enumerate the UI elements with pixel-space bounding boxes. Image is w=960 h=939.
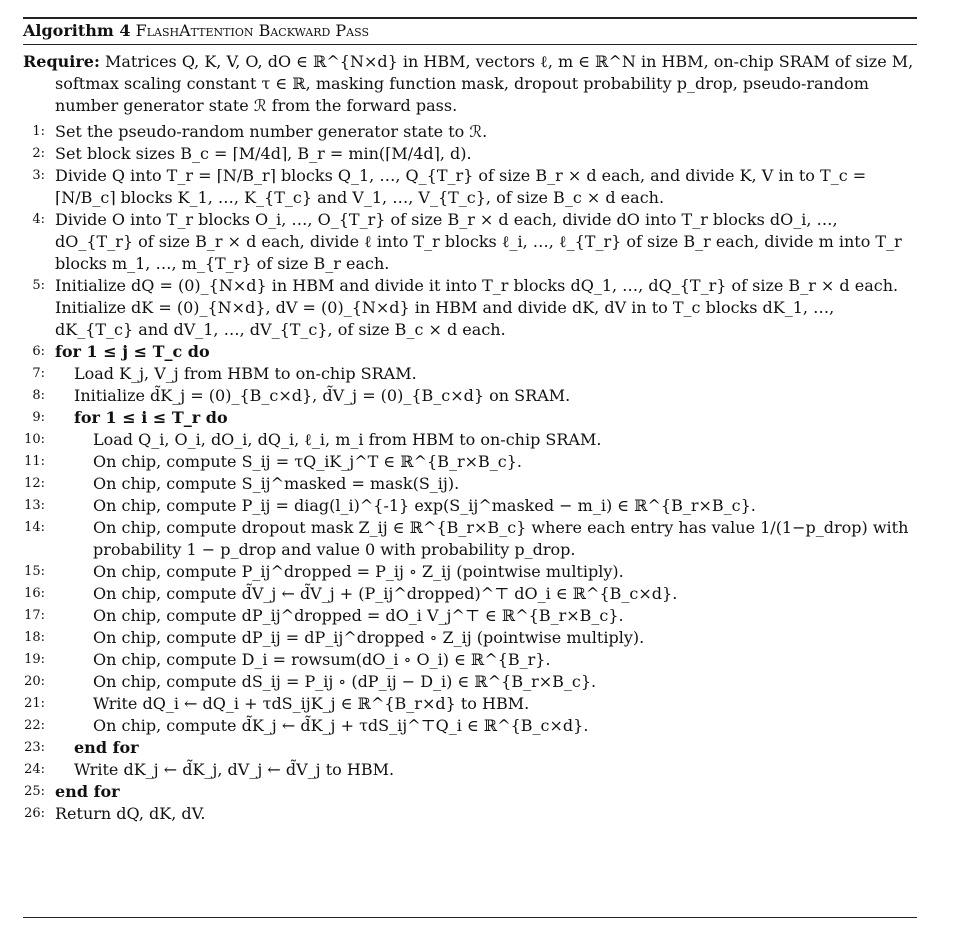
line-text: end for — [55, 782, 120, 801]
line-text: Initialize dQ = (0)_{N×d} in HBM and divide it into T_r blocks dQ_1, …, dQ_{T_r} of size B_r × d each. Initialize dK = (0)_{N×d}, dV = (0)_{N×d} in HBM and divide dK, dV in to T_c blocks dK_1, …, dK_{T_c} and dV_1, …, dV_{T_c}, of size B_c × d each. — [55, 276, 899, 339]
line-number: 18: — [24, 630, 45, 645]
require-label: Require: — [23, 52, 100, 71]
algorithm-line — [23, 737, 917, 759]
line-number: 1: — [32, 124, 45, 139]
algorithm-line — [23, 165, 917, 209]
line-text: Set the pseudo-random number generator state to ℛ. — [55, 122, 488, 141]
algorithm-lines — [23, 121, 917, 825]
line-text: On chip, compute dS_ij = P_ij ∘ (dP_ij − D_i) ∈ ℝ^{B_r×B_c}. — [93, 672, 597, 691]
line-number: 9: — [32, 410, 45, 425]
algorithm-line — [23, 407, 917, 429]
line-text: Load K_j, V_j from HBM to on-chip SRAM. — [74, 364, 417, 383]
line-text: On chip, compute S_ij = τQ_iK_j^T ∈ ℝ^{B_r×B_c}. — [93, 452, 522, 471]
line-number: 17: — [24, 608, 45, 623]
algorithm-line — [23, 363, 917, 385]
line-text: On chip, compute P_ij = diag(l_i)^{-1} exp(S_ij^masked − m_i) ∈ ℝ^{B_r×B_c}. — [93, 496, 756, 515]
line-number: 19: — [24, 652, 45, 667]
algorithm-label: Algorithm 4 — [23, 21, 131, 40]
title-rule — [23, 44, 917, 45]
algorithm-line — [23, 275, 917, 341]
line-number: 24: — [24, 762, 45, 777]
line-text: On chip, compute dropout mask Z_ij ∈ ℝ^{B_r×B_c} where each entry has value 1/(1−p_drop) with probability 1 − p_drop and value 0 with probability p_drop. — [93, 518, 909, 559]
algorithm-line — [23, 495, 917, 517]
line-number: 7: — [32, 366, 45, 381]
require-text: Matrices Q, K, V, O, dO ∈ ℝ^{N×d} in HBM, vectors ℓ, m ∈ ℝ^N in HBM, on-chip SRAM of size M, softmax scaling constant τ ∈ ℝ, masking function mask, dropout probability p_drop, pseudo-random number generator state ℛ from the forward pass. — [55, 52, 914, 115]
line-text: On chip, compute P_ij^dropped = P_ij ∘ Z_ij (pointwise multiply). — [93, 562, 624, 581]
algorithm-line — [23, 583, 917, 605]
line-text: Set block sizes B_c = ⌈M/4d⌉, B_r = min(⌈M/4d⌉, d). — [55, 144, 472, 163]
line-text: On chip, compute dP_ij = dP_ij^dropped ∘ Z_ij (pointwise multiply). — [93, 628, 645, 647]
algorithm-title — [23, 21, 369, 40]
line-number: 16: — [24, 586, 45, 601]
line-number: 12: — [24, 476, 45, 491]
algorithm-line — [23, 671, 917, 693]
algorithm-line — [23, 517, 917, 561]
line-number: 26: — [24, 806, 45, 821]
line-text: Write dQ_i ← dQ_i + τdS_ijK_j ∈ ℝ^{B_r×d} to HBM. — [93, 694, 530, 713]
algorithm-line — [23, 715, 917, 737]
line-number: 15: — [24, 564, 45, 579]
line-number: 5: — [32, 278, 45, 293]
line-number: 8: — [32, 388, 45, 403]
line-number: 10: — [24, 432, 45, 447]
line-number: 3: — [32, 168, 45, 183]
line-text: end for — [74, 738, 139, 757]
line-text: Divide O into T_r blocks O_i, …, O_{T_r} of size B_r × d each, divide dO into T_r blocks dO_i, …, dO_{T_r} of size B_r × d each, divide ℓ into T_r blocks ℓ_i, …, ℓ_{T_r} of size B_r each, divide m into T_r blocks m_1, …, m_{T_r} of size B_r each. — [55, 210, 902, 273]
line-number: 22: — [24, 718, 45, 733]
line-text: for 1 ≤ i ≤ T_r do — [74, 408, 228, 427]
line-text: On chip, compute dP_ij^dropped = dO_i V_j^⊤ ∈ ℝ^{B_r×B_c}. — [93, 606, 624, 625]
line-text: for 1 ≤ j ≤ T_c do — [55, 342, 210, 361]
line-text: Initialize d̃K_j = (0)_{B_c×d}, d̃V_j = (0)_{B_c×d} on SRAM. — [74, 386, 571, 405]
algorithm-line — [23, 385, 917, 407]
algorithm-line — [23, 143, 917, 165]
line-number: 6: — [32, 344, 45, 359]
line-text: Return dQ, dK, dV. — [55, 804, 206, 823]
line-number: 4: — [32, 212, 45, 227]
line-text: On chip, compute S_ij^masked = mask(S_ij). — [93, 474, 460, 493]
bottom-rule — [23, 917, 917, 918]
line-text: On chip, compute d̃V_j ← d̃V_j + (P_ij^dropped)^⊤ dO_i ∈ ℝ^{B_c×d}. — [93, 584, 678, 603]
algorithm-line — [23, 561, 917, 583]
algorithm-line — [23, 759, 917, 781]
line-text: Write dK_j ← d̃K_j, dV_j ← d̃V_j to HBM. — [74, 760, 395, 779]
algorithm-line — [23, 341, 917, 363]
line-text: On chip, compute D_i = rowsum(dO_i ∘ O_i) ∈ ℝ^{B_r}. — [93, 650, 551, 669]
algorithm-name: FlashAttention Backward Pass — [135, 21, 370, 40]
line-number: 20: — [24, 674, 45, 689]
algorithm-line — [23, 627, 917, 649]
line-number: 2: — [32, 146, 45, 161]
algorithm-line — [23, 803, 917, 825]
algorithm-line — [23, 429, 917, 451]
algorithm-line — [23, 473, 917, 495]
algorithm-line — [23, 121, 917, 143]
require-block — [23, 51, 917, 117]
line-text: Load Q_i, O_i, dO_i, dQ_i, ℓ_i, m_i from HBM to on-chip SRAM. — [93, 430, 602, 449]
algorithm-line — [23, 649, 917, 671]
line-number: 14: — [24, 520, 45, 535]
algorithm-line — [23, 451, 917, 473]
line-text: On chip, compute d̃K_j ← d̃K_j + τdS_ij^⊤Q_i ∈ ℝ^{B_c×d}. — [93, 716, 589, 735]
line-number: 25: — [24, 784, 45, 799]
line-text: Divide Q into T_r = ⌈N/B_r⌉ blocks Q_1, …, Q_{T_r} of size B_r × d each, and divide K, V in to T_c = ⌈N/B_c⌉ blocks K_1, …, K_{T_c} and V_1, …, V_{T_c}, of size B_c × d each. — [55, 166, 867, 207]
algorithm-line — [23, 781, 917, 803]
algorithm-line — [23, 605, 917, 627]
line-number: 23: — [24, 740, 45, 755]
algorithm-line — [23, 693, 917, 715]
algorithm-line — [23, 209, 917, 275]
top-rule — [23, 17, 917, 19]
line-number: 21: — [24, 696, 45, 711]
line-number: 11: — [24, 454, 45, 469]
line-number: 13: — [24, 498, 45, 513]
